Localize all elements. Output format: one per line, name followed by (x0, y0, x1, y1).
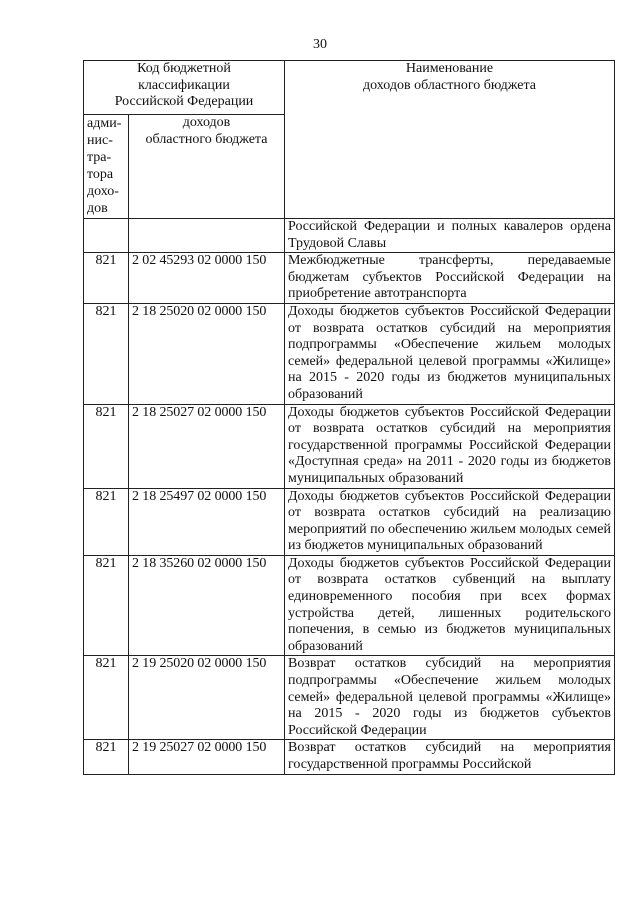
budget-code-cell: 2 18 25020 02 0000 150 (129, 303, 285, 404)
income-name-cell: Доходы бюджетов субъектов Российской Федерации от возврата остатков субсидий на мероприятия государственной программы Российской Федерации «Доступная среда» на 2011 - 2020 годы из бюджетов муниципальных образований (285, 404, 615, 488)
table-row (84, 219, 615, 253)
admin-code-cell (84, 219, 129, 253)
budget-code-cell: 2 18 25497 02 0000 150 (129, 488, 285, 555)
budget-code-cell: 2 02 45293 02 0000 150 (129, 253, 285, 304)
income-name-cell: Возврат остатков субсидий на мероприятия государственной программы Российской (285, 740, 615, 774)
header-regional-income: доходов областного бюджета (129, 115, 285, 219)
header-classification-code: Код бюджетной классификации Российской Федерации (84, 61, 285, 115)
budget-code-cell: 2 19 25027 02 0000 150 (129, 740, 285, 774)
table-row (84, 656, 615, 740)
budget-code-cell: 2 19 25020 02 0000 150 (129, 656, 285, 740)
admin-code-cell: 821 (84, 555, 129, 656)
table-row (84, 488, 615, 555)
income-name-cell: Межбюджетные трансферты, передаваемые бюджетам субъектов Российской Федерации на приобретение автотранспорта (285, 253, 615, 304)
budget-code-cell: 2 18 25027 02 0000 150 (129, 404, 285, 488)
income-name-cell: Доходы бюджетов субъектов Российской Федерации от возврата остатков субсидий на мероприятия подпрограммы «Обеспечение жильем молодых семей» федеральной целевой программы «Жилище» на 2015 - 2020 годы из бюджетов муниципальных образований (285, 303, 615, 404)
admin-code-cell: 821 (84, 488, 129, 555)
budget-code-cell (129, 219, 285, 253)
income-name-cell: Доходы бюджетов субъектов Российской Федерации от возврата остатков субсидий на реализацию мероприятий по обеспечению жильем молодых семей из бюджетов муниципальных образований (285, 488, 615, 555)
table-row (84, 404, 615, 488)
table-row (84, 303, 615, 404)
admin-code-cell: 821 (84, 656, 129, 740)
budget-code-cell: 2 18 35260 02 0000 150 (129, 555, 285, 656)
table-row (84, 555, 615, 656)
budget-classification-table (83, 60, 615, 775)
admin-code-cell: 821 (84, 303, 129, 404)
page-number: 30 (313, 37, 327, 52)
income-name-cell: Российской Федерации и полных кавалеров ордена Трудовой Славы (285, 219, 615, 253)
table-row (84, 740, 615, 774)
admin-code-cell: 821 (84, 740, 129, 774)
income-name-cell: Возврат остатков субсидий на мероприятия подпрограммы «Обеспечение жильем молодых семей» федеральной целевой программы «Жилище» на 2015 - 2020 годы из бюджетов субъектов Российской Федерации (285, 656, 615, 740)
header-administrator: адми- нис- тра- тора дохо- дов (84, 115, 129, 219)
header-income-name: Наименование доходов областного бюджета (285, 61, 615, 219)
table-row (84, 253, 615, 304)
income-name-cell: Доходы бюджетов субъектов Российской Федерации от возврата остатков субвенций на выплату единовременного пособия при всех формах устройства детей, лишенных родительского попечения, в семью из бюджетов муниципальных образований (285, 555, 615, 656)
table-header-row (84, 61, 615, 115)
admin-code-cell: 821 (84, 253, 129, 304)
admin-code-cell: 821 (84, 404, 129, 488)
